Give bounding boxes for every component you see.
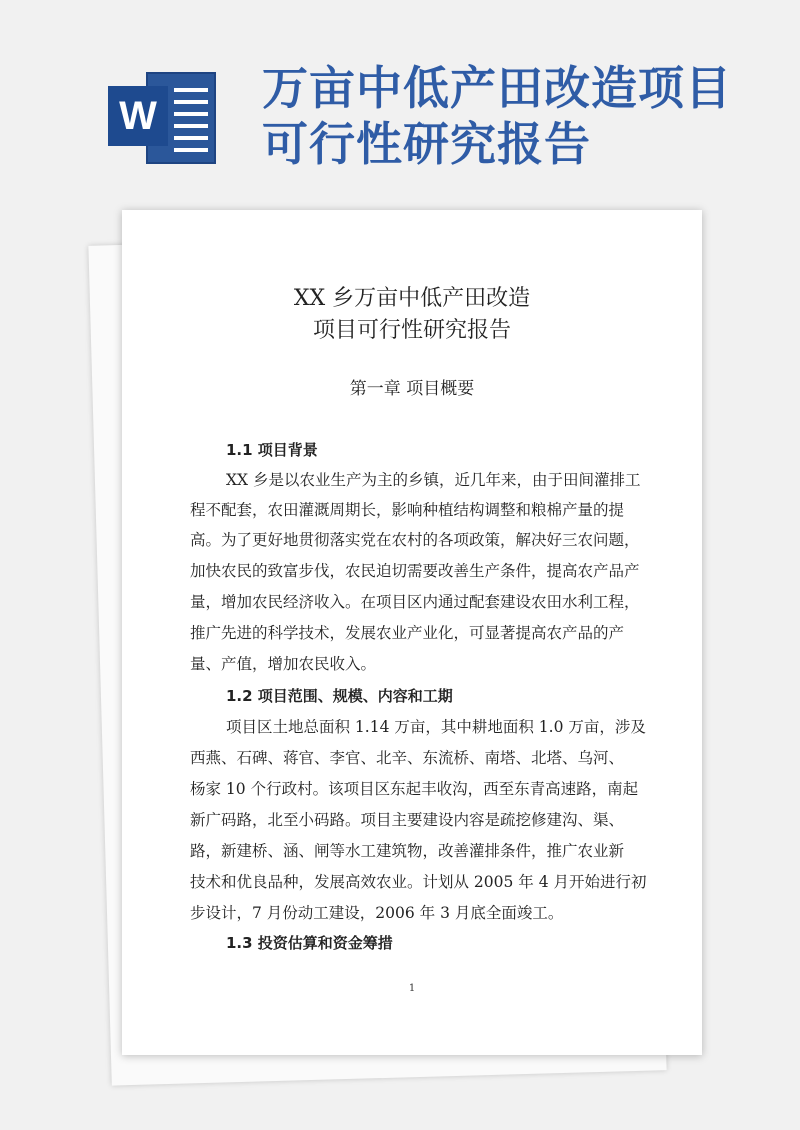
document-title-line-1: XX 乡万亩中低产田改造 [293,286,531,311]
paragraph-line: 量、产值，增加农民收入。 [190,655,377,673]
paragraph-line: 推广先进的科学技术，发展农业产业化，可显著提高农产品的产 [190,624,625,642]
paragraph-line: 程不配套，农田灌溉周期长，影响种植结构调整和粮棉产量的提 [190,501,625,519]
paragraph-line: XX 乡是以农业生产为主的乡镇，近几年来，由于田间灌排工 [226,471,641,489]
word-document-icon [108,72,216,162]
banner [0,0,800,200]
document-page [122,210,702,1055]
document-title-line-2: 项目可行性研究报告 [312,318,511,343]
section-heading-1-3: 1.3 投资估算和资金筹措 [226,934,393,952]
section-heading-1-1: 1.1 项目背景 [226,441,318,459]
paragraph-line: 杨家 10 个行政村。该项目区东起丰收沟，西至东青高速路，南起 [190,780,639,798]
paragraph-line: 量，增加农民经济收入。在项目区内通过配套建设农田水利工程， [190,593,640,611]
paragraph-line: 高。为了更好地贯彻落实党在农村的各项政策，解决好三农问题， [190,531,640,549]
paragraph-line: 新广码路，北至小码路。项目主要建设内容是疏挖修建沟、渠、 [190,811,625,829]
word-logo-letter: W [108,86,168,146]
section-heading-1-2: 1.2 项目范围、规模、内容和工期 [226,687,453,705]
paragraph-line: 加快农民的致富步伐，农民迫切需要改善生产条件，提高农产品产 [190,562,640,580]
banner-title-line-2: 可行性研究报告 [262,117,591,171]
chapter-heading: 第一章 项目概要 [349,379,475,399]
page-number: 1 [408,983,416,994]
paragraph-line: 项目区土地总面积 1.14 万亩，其中耕地面积 1.0 万亩，涉及 [226,718,646,736]
banner-title-line-1: 万亩中低产田改造项目 [262,61,732,115]
paragraph-line: 路，新建桥、涵、闸等水工建筑物，改善灌排条件，推广农业新 [190,842,625,860]
paragraph-line: 步设计，7 月份动工建设，2006 年 3 月底全面竣工。 [190,904,564,922]
paragraph-line: 西燕、石碑、蒋官、李官、北辛、东流桥、南塔、北塔、乌河、 [190,749,625,767]
paragraph-line: 技术和优良品种，发展高效农业。计划从 2005 年 4 月开始进行初 [190,873,647,891]
banner-title [262,60,782,172]
